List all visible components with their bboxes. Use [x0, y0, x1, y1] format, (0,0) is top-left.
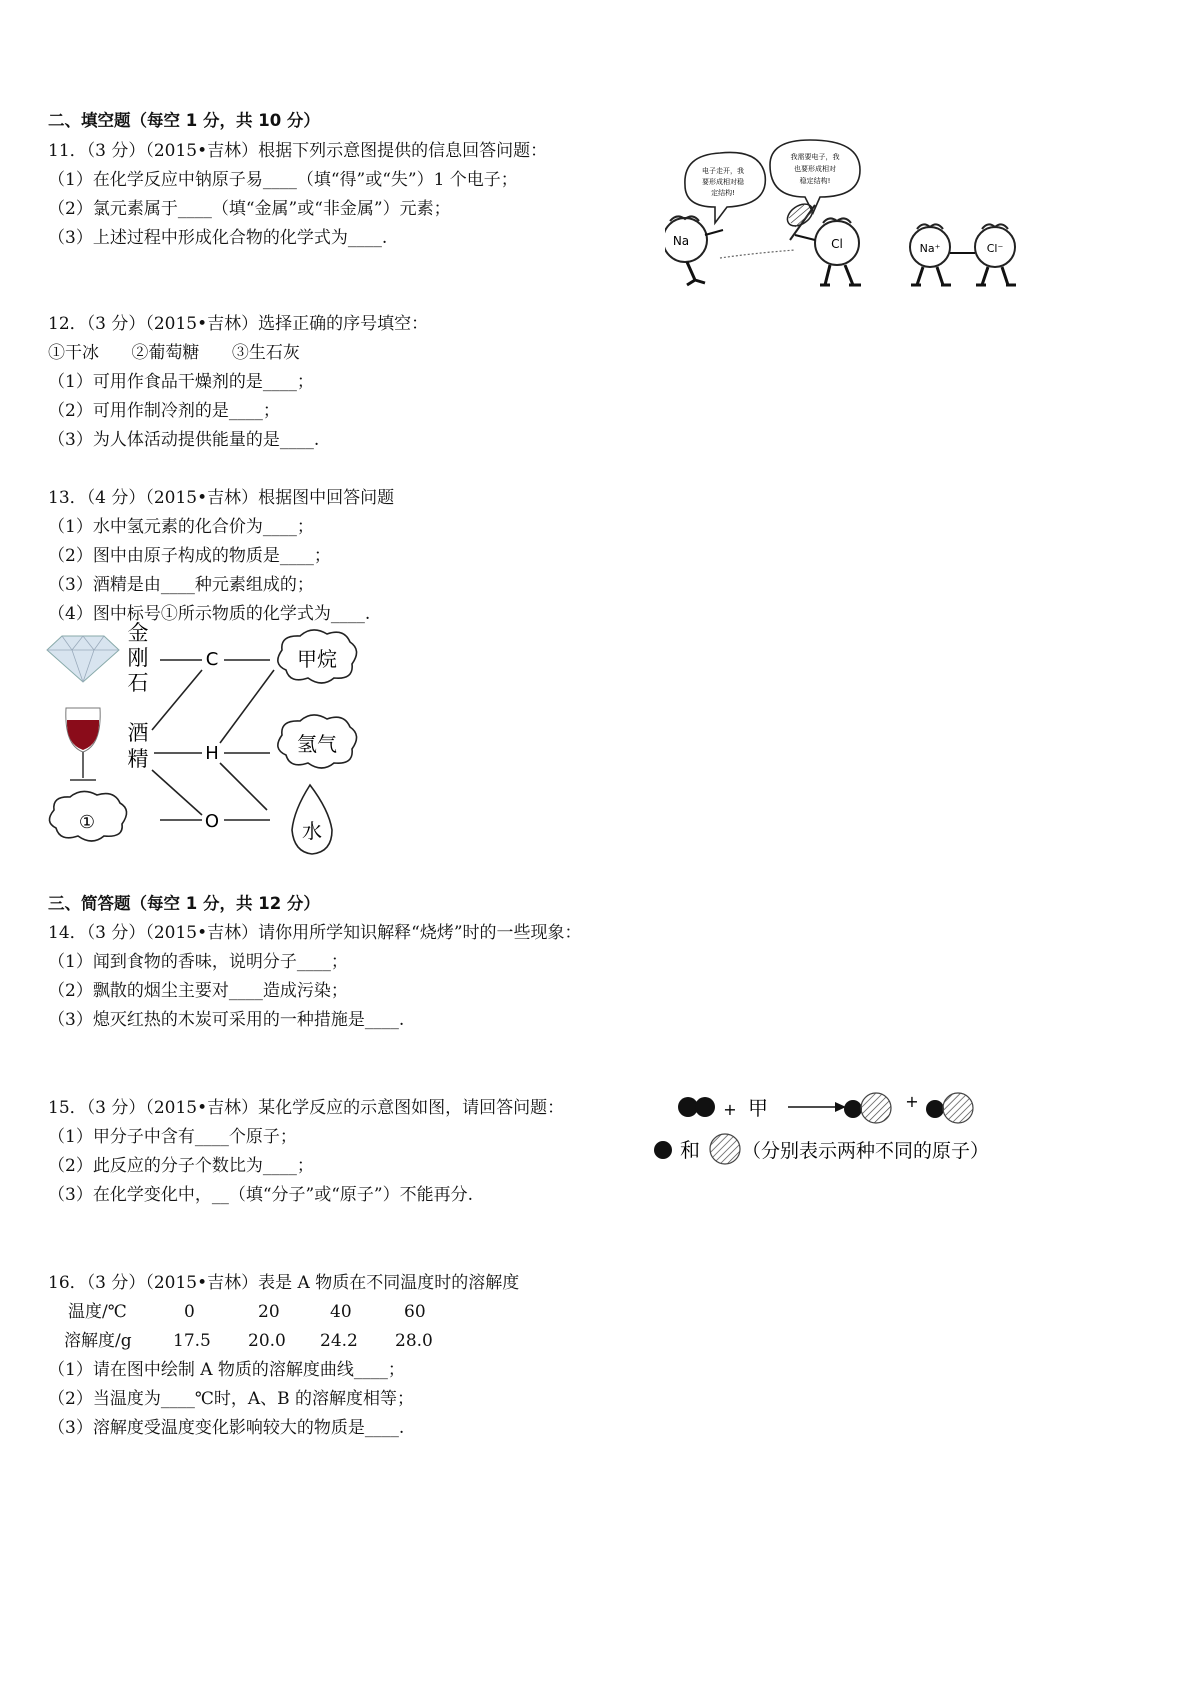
- na-ion-label: Na⁺: [919, 242, 941, 255]
- cl-ion-label: Cl⁻: [986, 242, 1004, 255]
- q11-ion-figure: [665, 135, 1115, 305]
- q15-part1: （1）甲分子中含有____个原子；: [48, 1127, 297, 1147]
- legend-label: （分别表示两种不同的原子）: [742, 1140, 990, 1162]
- q11-stem: 11．（3 分）（2015•吉林）根据下列示意图提供的信息回答问题：: [48, 141, 548, 161]
- q13-part2: （2）图中由原子构成的物质是____；: [48, 546, 331, 566]
- diamond-label-1: 金: [127, 621, 149, 645]
- q13-part1: （1）水中氢元素的化合价为____；: [48, 517, 314, 537]
- diamond-label-2: 刚: [127, 646, 149, 670]
- q15-part2: （2）此反应的分子个数比为____；: [48, 1156, 314, 1176]
- q15-reaction-figure: [650, 1085, 1030, 1170]
- na-label: Na: [672, 234, 690, 248]
- q13-part3: （3）酒精是由____种元素组成的；: [48, 575, 314, 595]
- q11-part3: （3）上述过程中形成化合物的化学式为____.: [48, 228, 388, 248]
- alcohol-label-1: 酒: [127, 721, 149, 745]
- hydrogen-label: 氢气: [297, 732, 337, 756]
- q13-element-figure: [42, 620, 372, 870]
- table-row2-cell-3: 28.0: [395, 1331, 433, 1351]
- q15-part3: （3）在化学变化中，__（填“分子”或“原子”）不能再分.: [48, 1185, 473, 1205]
- q12-part2: （2）可用作制冷剂的是____；: [48, 401, 280, 421]
- table-row1-label: 温度/℃: [68, 1302, 127, 1322]
- q14-part3: （3）熄灭红热的木炭可采用的一种措施是____.: [48, 1010, 405, 1030]
- diamond-label-3: 石: [127, 671, 149, 695]
- cl-bubble-line1: 我需要电子，我: [790, 153, 840, 161]
- table-row2-cell-0: 17.5: [173, 1331, 211, 1351]
- cl-bubble-line2: 也要形成相对: [794, 165, 836, 173]
- unknown-label: ①: [78, 812, 96, 833]
- na-bubble-line3: 定结构!: [711, 189, 735, 197]
- q14-part1: （1）闻到食物的香味，说明分子____；: [48, 952, 348, 972]
- table-row2-cell-1: 20.0: [248, 1331, 286, 1351]
- q14-part2: （2）飘散的烟尘主要对____造成污染；: [48, 981, 348, 1001]
- plus-sign-2: +: [905, 1092, 919, 1111]
- and-label: 和: [680, 1138, 700, 1162]
- water-label: 水: [302, 819, 322, 843]
- q12-stem: 12．（3 分）（2015•吉林）选择正确的序号填空：: [48, 314, 429, 334]
- methane-label: 甲烷: [297, 647, 337, 671]
- table-row2-cell-2: 24.2: [320, 1331, 358, 1351]
- table-row1-cell-1: 20: [258, 1302, 280, 1322]
- table-row2-label: 溶解度/g: [64, 1331, 132, 1351]
- element-h: H: [205, 743, 219, 764]
- q16-stem: 16．（3 分）（2015•吉林）表是 A 物质在不同温度时的溶解度: [48, 1273, 520, 1293]
- q16-part1: （1）请在图中绘制 A 物质的溶解度曲线____；: [48, 1360, 405, 1380]
- table-row1-cell-0: 0: [184, 1302, 195, 1322]
- q12-part3: （3）为人体活动提供能量的是____.: [48, 430, 320, 450]
- q11-part2: （2）氯元素属于____（填“金属”或“非金属”）元素；: [48, 199, 451, 219]
- element-o: O: [204, 811, 220, 832]
- q11-part1: （1）在化学反应中钠原子易____（填“得”或“失”）1 个电子；: [48, 170, 518, 190]
- q13-stem: 13．（4 分）（2015•吉林）根据图中回答问题: [48, 488, 395, 508]
- q14-stem: 14．（3 分）（2015•吉林）请你用所学知识解释“烧烤”时的一些现象：: [48, 923, 582, 943]
- cl-label: Cl: [831, 237, 843, 251]
- table-row1-cell-2: 40: [330, 1302, 352, 1322]
- plus-sign-1: +: [723, 1100, 737, 1119]
- q12-options: ①干冰 ②葡萄糖 ③生石灰: [48, 343, 300, 363]
- q16-part2: （2）当温度为____℃时，A、B 的溶解度相等；: [48, 1389, 415, 1409]
- alcohol-label-2: 精: [127, 747, 149, 771]
- diamond-icon: [47, 636, 119, 682]
- jia-label: 甲: [748, 1096, 768, 1120]
- cl-bubble-line3: 稳定结构!: [799, 177, 831, 185]
- table-row1-cell-3: 60: [404, 1302, 426, 1322]
- section-title-fill: 二、填空题（每空 1 分，共 10 分）: [48, 111, 320, 130]
- na-bubble-line2: 要形成相对稳: [702, 178, 744, 186]
- q16-part3: （3）溶解度受温度变化影响较大的物质是____.: [48, 1418, 405, 1438]
- wine-glass-icon: [66, 708, 100, 780]
- element-c: C: [205, 649, 219, 670]
- na-bubble-line1: 电子走开，我: [702, 167, 744, 175]
- section-title-short: 三、简答题（每空 1 分，共 12 分）: [48, 894, 320, 913]
- q15-stem: 15．（3 分）（2015•吉林）某化学反应的示意图如图，请回答问题：: [48, 1098, 565, 1118]
- q12-part1: （1）可用作食品干燥剂的是____；: [48, 372, 314, 392]
- q13-part4: （4）图中标号①所示物质的化学式为____.: [48, 604, 371, 624]
